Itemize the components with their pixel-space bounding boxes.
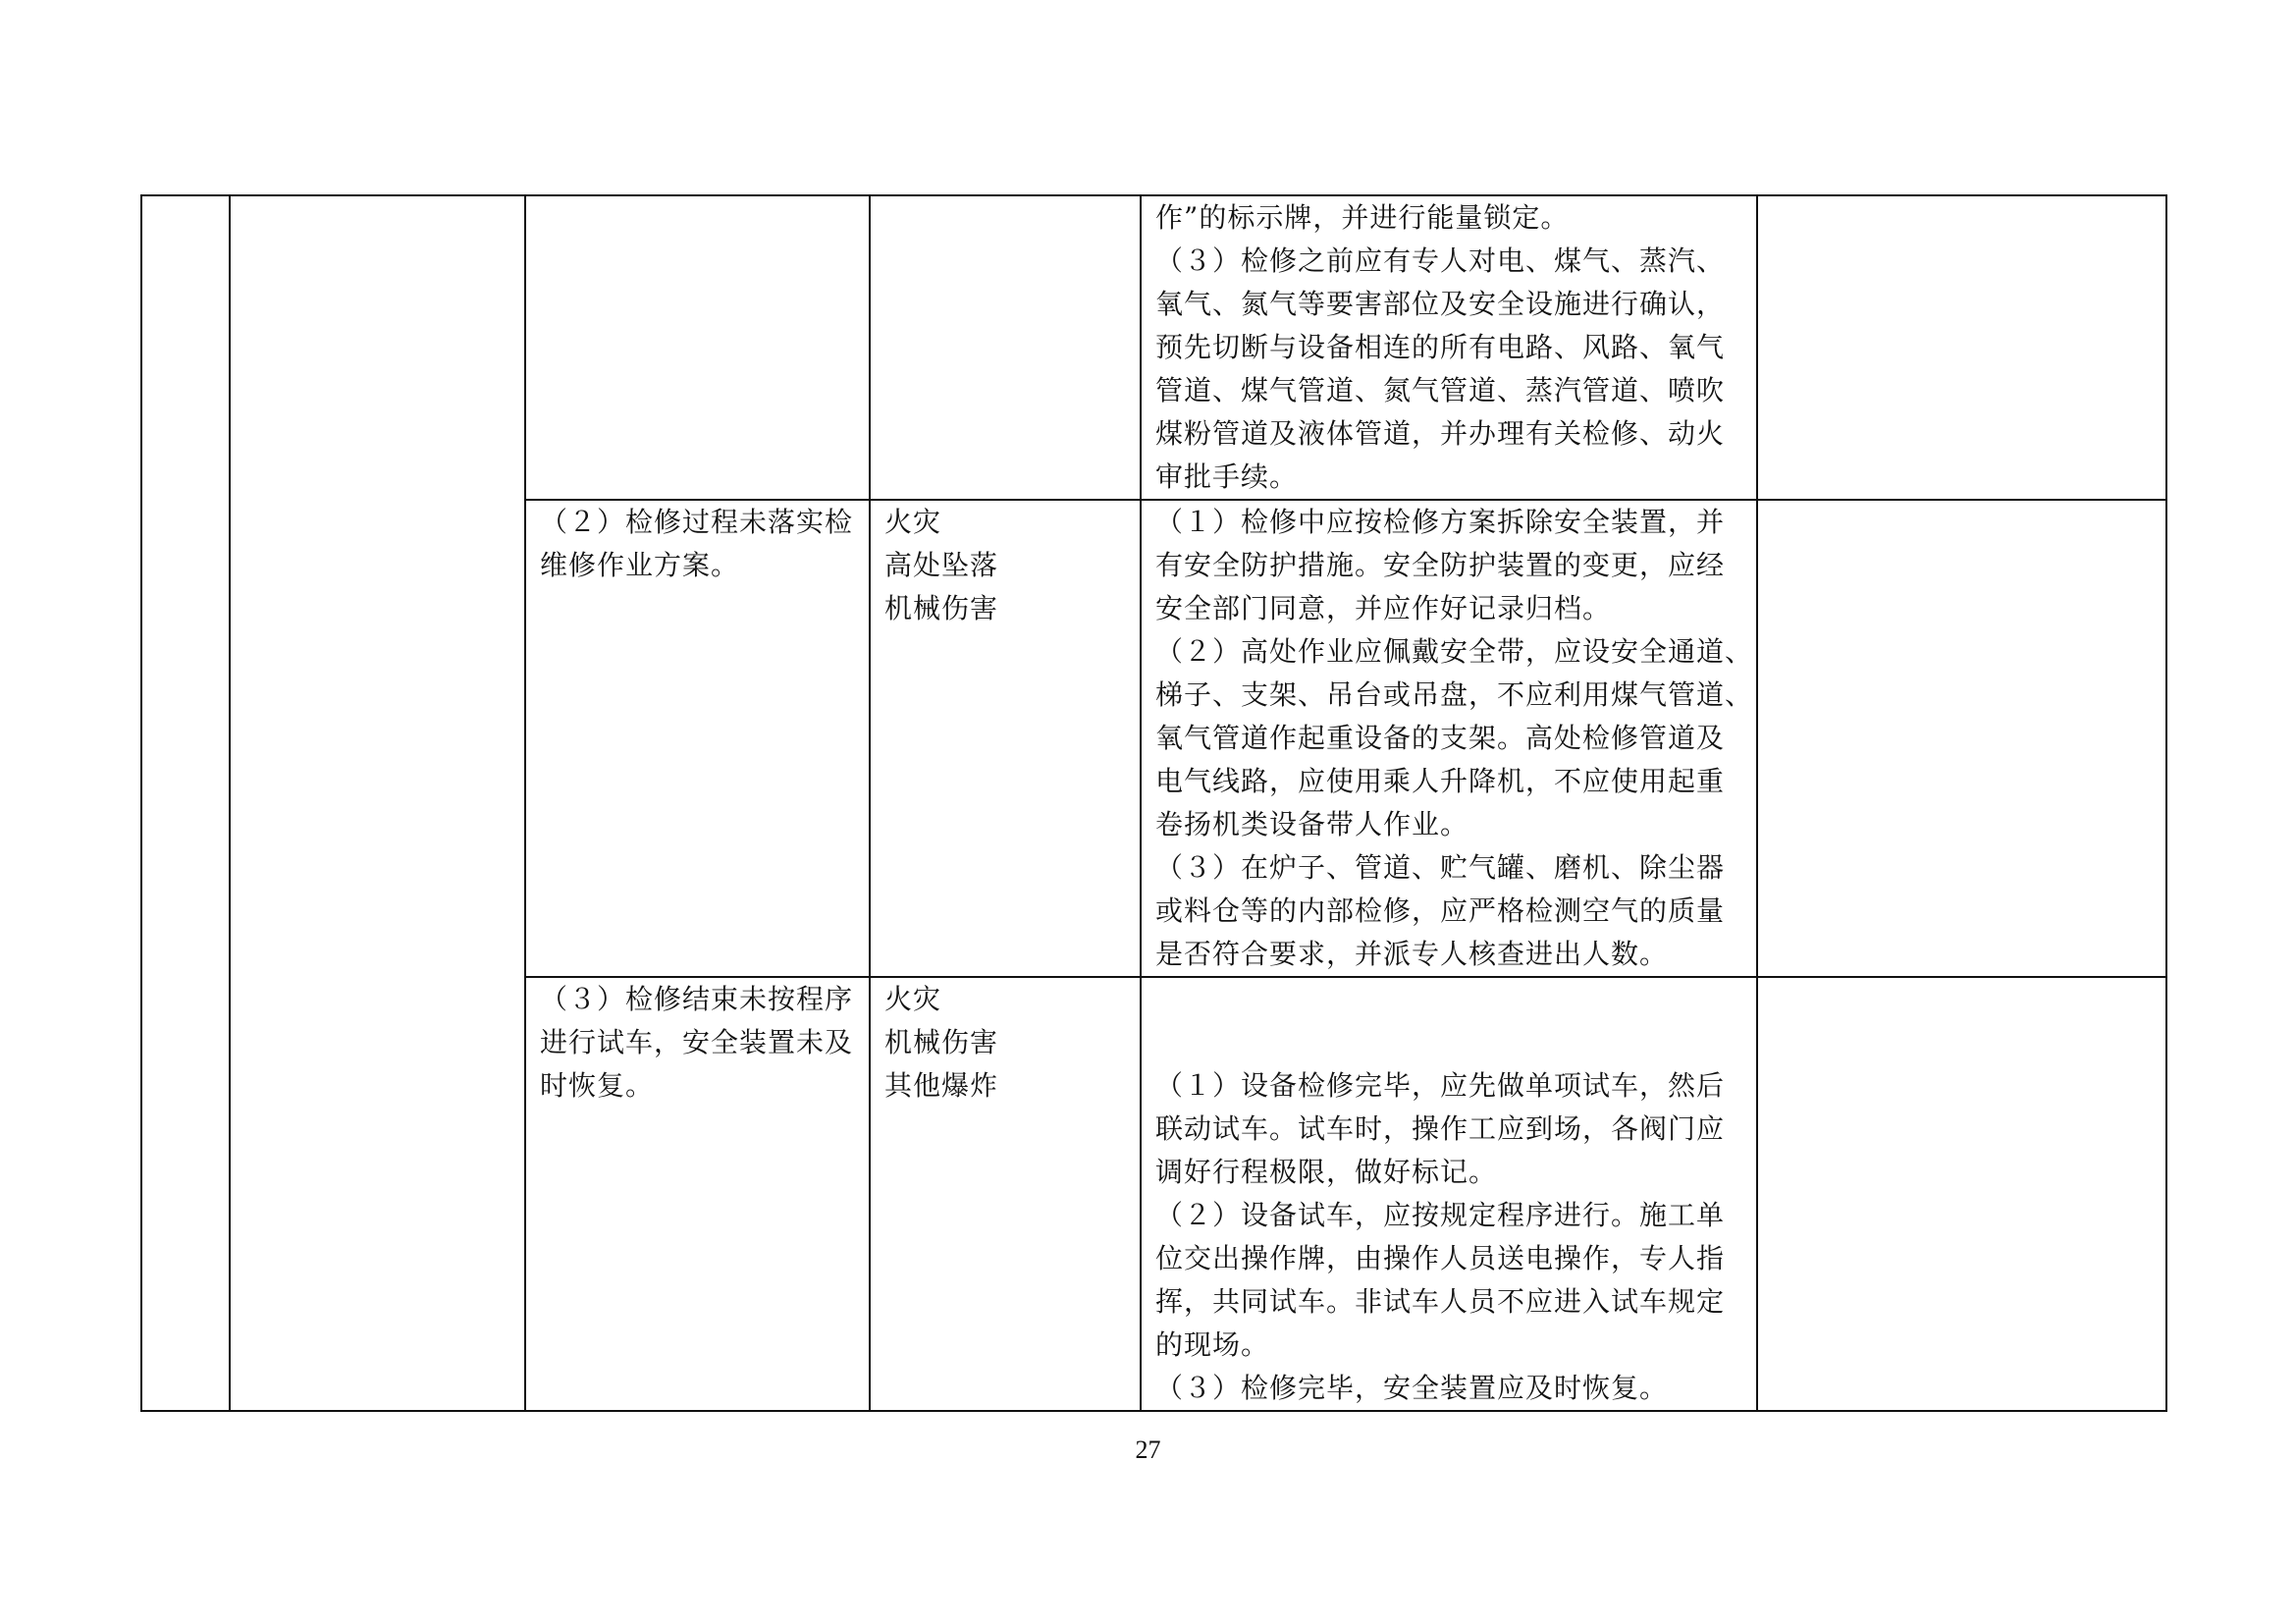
measure-line: 管道、煤气管道、氮气管道、蒸汽管道、喷吹 bbox=[1155, 374, 1726, 406]
measure-line: （１）检修中应按检修方案拆除安全装置，并 bbox=[1155, 506, 1726, 538]
measure-line: 调好行程极限，做好标记。 bbox=[1155, 1156, 1498, 1188]
measure-line: 的现场。 bbox=[1155, 1328, 1270, 1361]
measure-line: 氧气、氮气等要害部位及安全设施进行确认， bbox=[1155, 288, 1726, 320]
cause-cell bbox=[525, 195, 870, 500]
cause-line: 维修作业方案。 bbox=[540, 549, 740, 581]
hazard-cell bbox=[870, 977, 1141, 1411]
hazard-line: 火灾 bbox=[884, 506, 942, 538]
measure-line: 作”的标示牌，并进行能量锁定。 bbox=[1155, 201, 1570, 234]
measure-line: 卷扬机类设备带人作业。 bbox=[1155, 808, 1469, 840]
cause-cell bbox=[525, 977, 870, 1411]
measure-line: 电气线路，应使用乘人升降机，不应使用起重 bbox=[1155, 765, 1726, 797]
measure-line: （３）检修之前应有专人对电、煤气、蒸汽、 bbox=[1155, 244, 1726, 277]
measure-line: 预先切断与设备相连的所有电路、风路、氧气 bbox=[1155, 331, 1726, 363]
measure-line: 位交出操作牌，由操作人员送电操作，专人指 bbox=[1155, 1242, 1726, 1274]
index-cell bbox=[141, 195, 230, 1411]
hazard-line: 机械伤害 bbox=[884, 592, 999, 624]
blank-line bbox=[1155, 978, 1742, 1021]
item-cell bbox=[230, 195, 525, 1411]
cause-line: （２）检修过程未落实检 bbox=[540, 506, 854, 538]
measure-line: （２）设备试车，应按规定程序进行。施工单 bbox=[1155, 1199, 1726, 1231]
cause-line: 进行试车，安全装置未及 bbox=[540, 1026, 854, 1058]
measure-line: 有安全防护措施。安全防护装置的变更，应经 bbox=[1155, 549, 1726, 581]
hazard-cell bbox=[870, 500, 1141, 977]
hazard-cell bbox=[870, 195, 1141, 500]
measure-line: （１）设备检修完毕，应先做单项试车，然后 bbox=[1155, 1069, 1726, 1102]
measure-line: （３）检修完毕，安全装置应及时恢复。 bbox=[1155, 1372, 1669, 1404]
blank-line bbox=[1155, 1021, 1742, 1064]
hazard-line: 高处坠落 bbox=[884, 549, 999, 581]
measure-line: 梯子、支架、吊台或吊盘，不应利用煤气管道、 bbox=[1155, 678, 1754, 711]
hazard-measures-table bbox=[140, 194, 2167, 1412]
measure-line: （３）在炉子、管道、贮气罐、磨机、除尘器 bbox=[1155, 851, 1726, 884]
measure-line: 或料仓等的内部检修，应严格检测空气的质量 bbox=[1155, 894, 1726, 927]
measure-line: 安全部门同意，并应作好记录归档。 bbox=[1155, 592, 1612, 624]
cause-cell bbox=[525, 500, 870, 977]
remark-cell bbox=[1757, 195, 2166, 500]
measure-cell bbox=[1141, 500, 1757, 977]
measure-line: 是否符合要求，并派专人核查进出人数。 bbox=[1155, 938, 1669, 970]
measure-line: 煤粉管道及液体管道，并办理有关检修、动火 bbox=[1155, 417, 1726, 450]
measure-line: 挥，共同试车。非试车人员不应进入试车规定 bbox=[1155, 1285, 1726, 1318]
table-row bbox=[141, 195, 2166, 500]
cause-line: （３）检修结束未按程序 bbox=[540, 983, 854, 1015]
remark-cell bbox=[1757, 977, 2166, 1411]
measure-cell bbox=[1141, 977, 1757, 1411]
hazard-line: 火灾 bbox=[884, 983, 942, 1015]
hazard-line: 机械伤害 bbox=[884, 1026, 999, 1058]
measure-line: 审批手续。 bbox=[1155, 460, 1299, 493]
measure-line: 氧气管道作起重设备的支架。高处检修管道及 bbox=[1155, 722, 1726, 754]
measure-line: （２）高处作业应佩戴安全带，应设安全通道、 bbox=[1155, 635, 1754, 668]
hazard-line: 其他爆炸 bbox=[884, 1069, 999, 1102]
measure-line: 联动试车。试车时，操作工应到场，各阀门应 bbox=[1155, 1112, 1726, 1145]
cause-line: 时恢复。 bbox=[540, 1069, 655, 1102]
remark-cell bbox=[1757, 500, 2166, 977]
measure-cell bbox=[1141, 195, 1757, 500]
page-number: 27 bbox=[1135, 1435, 1161, 1464]
